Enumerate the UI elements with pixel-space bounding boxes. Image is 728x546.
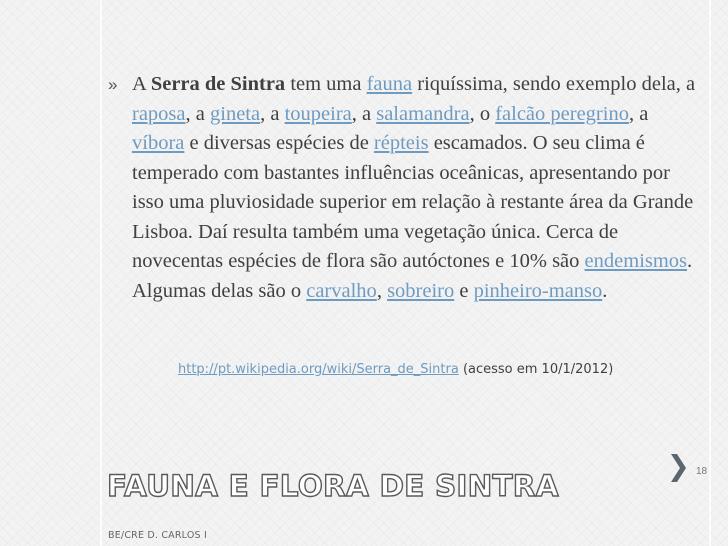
text-run: A xyxy=(132,73,151,95)
source-link[interactable]: http://pt.wikipedia.org/wiki/Serra_de_Sintra xyxy=(178,362,459,377)
text-run: . xyxy=(602,279,608,302)
text-run: , a xyxy=(260,102,285,125)
access-date-note: (acesso em 10/1/2012) xyxy=(458,362,614,377)
body-paragraph xyxy=(132,70,698,306)
text-run: , a xyxy=(628,102,649,125)
link-fauna[interactable]: fauna xyxy=(366,73,413,95)
text-run: , xyxy=(376,279,388,302)
text-run: e diversas espécies de xyxy=(184,132,374,154)
slide-title: FAUNA E FLORA DE SINTRA xyxy=(107,469,559,503)
link-falcao-peregrino[interactable]: falcão peregrino xyxy=(495,102,629,125)
text-run: e xyxy=(454,279,474,302)
link-gineta[interactable]: gineta xyxy=(210,102,261,125)
link-sobreiro[interactable]: sobreiro xyxy=(387,279,455,302)
text-run: , a xyxy=(351,102,377,125)
text-run: , a xyxy=(185,102,210,125)
text-run: . Algumas delas são o xyxy=(132,250,693,302)
bullet-marker: » xyxy=(108,75,118,94)
text-run: escamados. O seu clima é temperado com bastantes influências oceânicas, apresentando por isso uma pluviosidade superior em relação à restante área da Grande Lisboa. Daí resulta também uma vegetação única. Cerca de novecentas espécies de flora são autóctones e 10% são xyxy=(132,132,694,272)
link-pinheiro-manso[interactable]: pinheiro-manso xyxy=(473,279,603,302)
link-toupeira[interactable]: toupeira xyxy=(284,102,352,125)
frame-line-left xyxy=(100,0,102,546)
source-citation xyxy=(178,362,613,377)
slide-number: 18 xyxy=(696,466,708,477)
link-carvalho[interactable]: carvalho xyxy=(306,279,377,302)
frame-line-right xyxy=(709,0,711,546)
link-raposa[interactable]: raposa xyxy=(132,102,186,125)
link-repteis[interactable]: répteis xyxy=(373,132,429,154)
text-run: tem uma xyxy=(285,73,367,95)
text-run: riquíssima, sendo exemplo dela, a xyxy=(412,73,696,95)
chevron-right-icon xyxy=(668,452,690,484)
link-salamandra[interactable]: salamandra xyxy=(376,102,470,125)
text-run: , o xyxy=(469,102,496,125)
slide-body xyxy=(108,70,698,306)
link-vibora[interactable]: víbora xyxy=(132,132,185,154)
footer-text: BE/CRE D. CARLOS I xyxy=(108,530,207,541)
link-endemismos[interactable]: endemismos xyxy=(584,250,688,272)
emphasis-serra-de-sintra: Serra de Sintra xyxy=(150,73,286,95)
